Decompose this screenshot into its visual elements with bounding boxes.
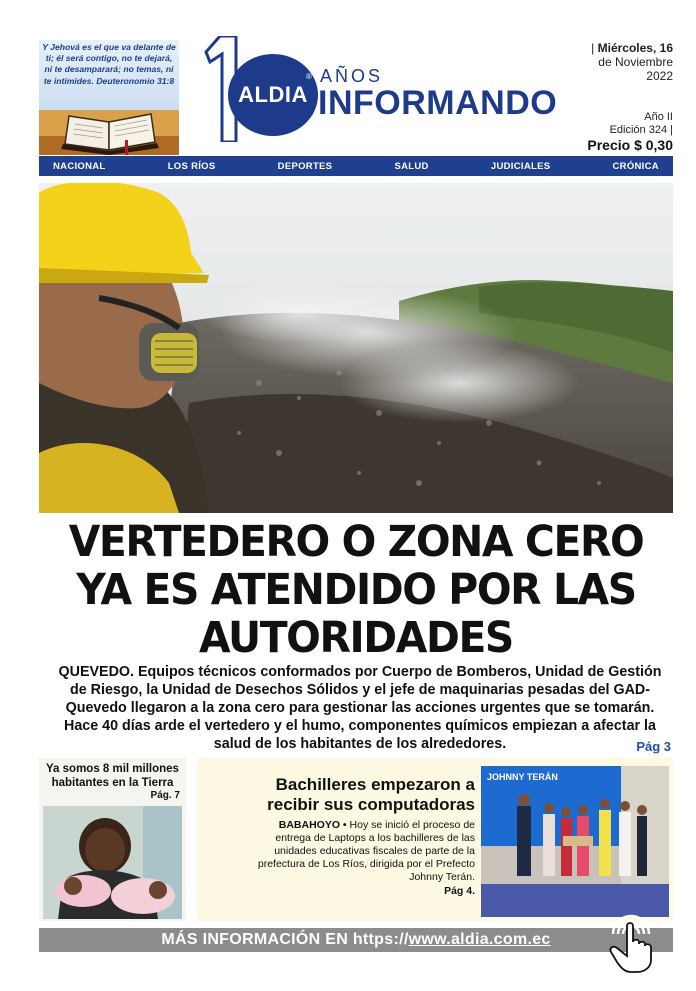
date-year: 2022 <box>646 69 673 83</box>
laptop-delivery-photo <box>481 766 669 917</box>
logo-informando: INFORMANDO <box>318 84 558 122</box>
population-title: Ya somos 8 mil millones habitantes en la Tierra <box>46 763 179 789</box>
logo-brand: ALDIA <box>238 82 308 107</box>
nav-item-cronica[interactable]: CRÓNICA <box>612 160 659 172</box>
computers-dateline: BABAHOYO • <box>278 819 347 831</box>
bible-verse: Y Jehová es el que va delante de ti; él será contigo, no te dejará, ni te desamparará; no temas, ni te intimides. Deuteronomio 31:8 <box>42 42 176 86</box>
computers-body <box>249 819 475 884</box>
computers-title: Bachilleres empezaron a recibir sus computadoras <box>267 775 475 814</box>
logo-anios: AÑOS <box>320 66 384 86</box>
main-headline[interactable]: VERTEDERO O ZONA CERO YA ES ATENDIDO POR LAS AUTORIDADES <box>68 517 644 663</box>
registered-mark: ® <box>306 72 312 81</box>
main-lead: QUEVEDO. Equipos técnicos conformados por Cuerpo de Bomberos, Unidad de Gestión de Riesgo, la Unidad de Desechos Sólidos y el jefe de maquinarias pesadas del GAD-Quevedo llegaron a la zona cero para gestionar las acciones urgentes que se tomarán. Hace 40 días arde el vertedero y el humo, componentes químicos empiezan a afectar la salud de los habitantes de los alrededores. <box>58 664 662 752</box>
verse-box <box>39 40 179 155</box>
issue-info <box>563 111 673 137</box>
masthead-logo[interactable] <box>200 32 580 147</box>
population-page-ref[interactable]: Pág. 7 <box>150 790 180 801</box>
section-nav <box>39 156 673 176</box>
computers-page-ref[interactable]: Pág 4. <box>444 885 475 897</box>
footer-text <box>39 931 673 949</box>
footer-bar <box>39 928 673 952</box>
date-month: de Noviembre <box>598 55 673 69</box>
main-page-ref[interactable]: Pág 3 <box>636 739 671 754</box>
website-link[interactable]: www.aldia.com.ec <box>408 931 551 948</box>
mother-babies-photo <box>43 806 182 919</box>
landfill-photo[interactable] <box>39 183 673 513</box>
logo-circle <box>228 54 318 136</box>
nav-item-salud[interactable]: SALUD <box>394 160 429 172</box>
population-story-box[interactable] <box>39 758 186 921</box>
touch-hand-icon[interactable] <box>603 912 659 974</box>
computers-story-box[interactable] <box>197 758 673 921</box>
price-label: Precio $ 0,30 <box>587 137 673 153</box>
footer-label: MÁS INFORMACIÓN EN https:// <box>161 931 409 948</box>
computers-text: Hoy se inició el proceso de entrega de Laptops a los bachilleres de las unidades educativas fiscales de parte de la prefectura de Los Ríos, dirigida por el Prefecto Johnny Terán. <box>257 819 475 883</box>
nav-item-los-rios[interactable]: LOS RÍOS <box>167 160 216 172</box>
nav-item-nacional[interactable]: NACIONAL <box>53 160 106 172</box>
nav-item-judiciales[interactable]: JUDICIALES <box>490 160 551 172</box>
bible-icon <box>39 110 179 155</box>
edition-label: Edición 324 | <box>609 124 673 136</box>
issue-date <box>563 41 673 83</box>
year-label: Año II <box>644 111 673 123</box>
date-separator: | <box>591 41 598 55</box>
nav-item-deportes[interactable]: DEPORTES <box>277 160 333 172</box>
date-day: Miércoles, 16 <box>597 41 673 55</box>
event-banner: JOHNNY TERÁN <box>487 772 558 782</box>
